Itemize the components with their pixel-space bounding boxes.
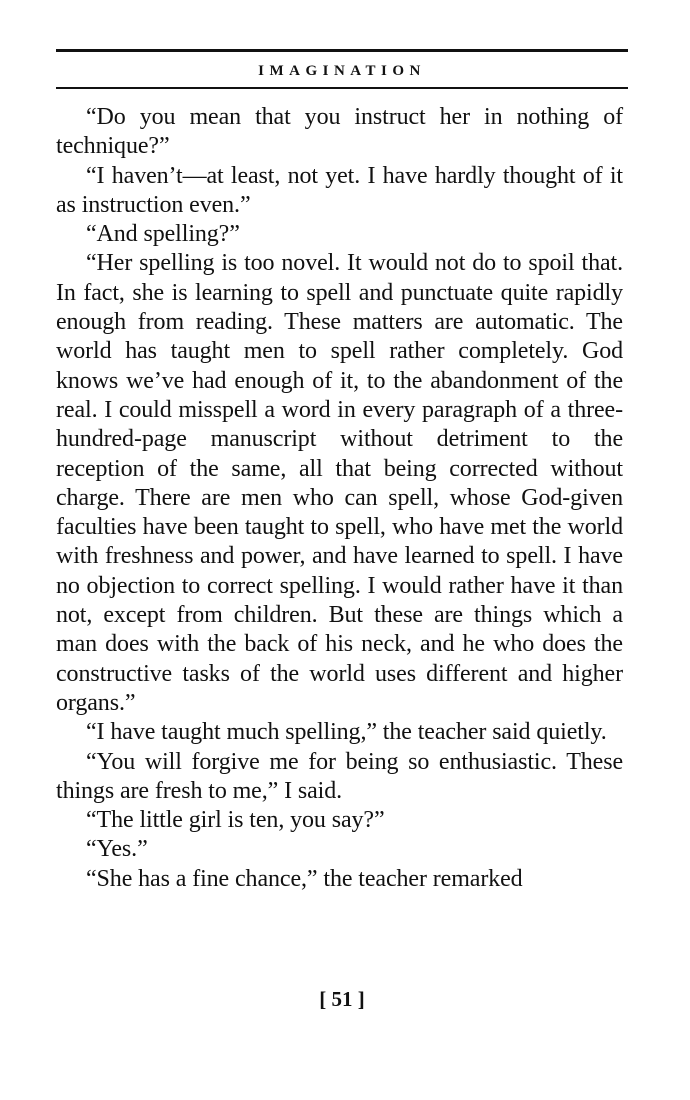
paragraph: “Do you mean that you instruct her in nothing of technique?”: [56, 104, 623, 160]
running-head: IMAGINATION: [258, 63, 426, 79]
paragraph: “She has a fine chance,” the teacher remarked: [86, 865, 523, 892]
paragraph: “I haven’t—at least, not yet. I have hardly thought of it as instruction even.”: [56, 162, 623, 218]
paragraph: “Her spelling is too novel. It would not do to spoil that. In fact, she is learning to spell and punctuate quite rapidly enough from reading. These matters are automatic. The world has taught men to spell rather completely. God knows we’ve had enough of it, to the abandonment of the real. I could misspell a word in every paragraph of a three-hundred-page manuscript without detriment to the reception of the same, all that being corrected without charge. There are men who can spell, whose God-given faculties have been taught to spell, who have met the world with freshness and power, and have learned to spell. I have no objection to correct spelling. I would rather have it than not, except from children. But these are things which a man does with the back of his neck, and he who does the constructive tasks of the world uses different and higher organs.”: [56, 250, 623, 716]
paragraph: “The little girl is ten, you say?”: [86, 807, 385, 834]
paragraph: “I have taught much spelling,” the teacher said quietly.: [86, 719, 607, 746]
paragraph: “Yes.”: [86, 836, 148, 863]
header-rule-top: [56, 49, 628, 52]
body-text: [56, 103, 623, 894]
header-rule-bottom: [56, 87, 628, 89]
paragraph: “You will forgive me for being so enthusiastic. These things are fresh to me,” I said.: [56, 748, 623, 804]
paragraph: “And spelling?”: [86, 221, 240, 248]
page-number: [ 51 ]: [319, 987, 365, 1011]
